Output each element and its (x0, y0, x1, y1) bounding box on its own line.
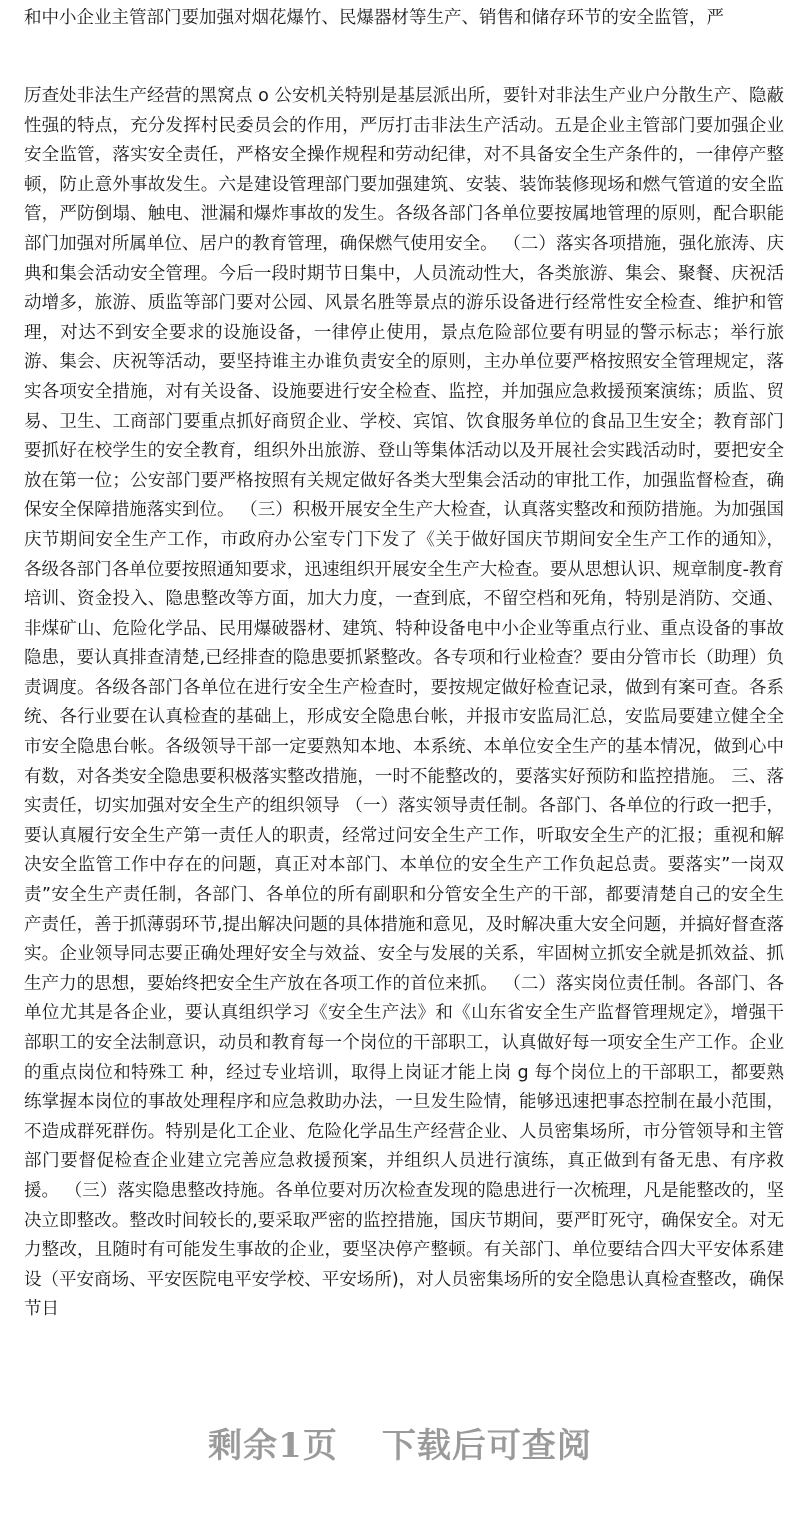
document-body-text: 厉查处非法生产经营的黑窝点 o 公安机关特别是基层派出所，要针对非法生产业户分散生产、隐蔽性强的特点，充分发挥村民委员会的作用，严厉打击非法生产活动。五是企业主管部门要加强企业安全监管，落实安全责任，严格安全操作规程和劳动纪律，对不具备安全生产条件的，一律停产整顿，防止意外事故发生。六是建设管理部门要加强建筑、安装、装饰装修现场和燃气管道的安全监管，严防倒塌、触电、泄漏和爆炸事故的发生。各级各部门各单位要按属地管理的原则，配合职能部门加强对所属单位、居户的教育管理，确保燃气使用安全。 （二）落实各项措施，强化旅涛、庆典和集会活动安全管理。今后一段时期节日集中，人员流动性大，各类旅游、集会、聚餐、庆祝活动增多，旅游、质监等部门要对公园、风景名胜等景点的游乐设备进行经常性安全检查、维护和管理，对达不到安全要求的设施设备，一律停止使用，景点危险部位要有明显的警示标志；举行旅游、集会、庆祝等活动，要坚持谁主办谁负责安全的原则，主办单位要严格按照安全管理规定，落实各项安全措施，对有关设备、设施要进行安全检查、监控，并加强应急救援预案演练；质监、贸易、卫生、工商部门要重点抓好商贸企业、学校、宾馆、饮食服务单位的食品卫生安全；教育部门要抓好在校学生的安全教育，组织外出旅游、登山等集体活动以及开展社会实践活动时，要把安全放在第一位；公安部门要严格按照有关规定做好各类大型集会活动的审批工作，加强监督检查，确保安全保障措施落实到位。 （三）积极开展安全生产大检查，认真落实整改和预防措施。为加强国庆节期间安全生产工作，市政府办公室专门下发了《关于做好国庆节期间安全生产工作的通知》，各级各部门各单位要按照通知要求，迅速组织开展安全生产大检查。要从思想认识、规章制度-教育培训、资金投入、隐患整改等方面，加大力度，一查到底，不留空档和死角，特别是消防、交通、非煤矿山、危险化学品、民用爆破器材、建筑、特种设备电中小企业等重点行业、重点设备的事故隐患，要认真排查清楚,已经排查的隐患要抓紧整改。各专项和行业检查？要由分管市长（助理）负责调度。各级各部门各单位在进行安全生产检查时，要按规定做好检查记录，做到有案可查。各系统、各行业要在认真检查的基础上，形成安全隐患台帐，并报市安监局汇总，安监局要建立健全全市安全隐患台帐。各级领导干部一定要熟知本地、本系统、本单位安全生产的基本情况，做到心中有数，对各类安全隐患要积极落实整改措施，一时不能整改的，要落实好预防和监控措施。 三、落实责任，切实加强对安全生产的组织领导 （一）落实领导责任制。各部门、各单位的行政一把手，要认真履行安全生产第一责任人的职责，经常过问安全生产工作，听取安全生产的汇报；重视和解决安全监管工作中存在的问题，真正对本部门、本单位的安全生产工作负起总责。要落实”一岗双责”安全生产责任制，各部门、各单位的所有副职和分管安全生产的干部，都要清楚自己的安全生产责任，善于抓薄弱环节,提出解决问题的具体措施和意见，及时解决重大安全问题，并搞好督查落实。企业领导同志要正确处理好安全与效益、安全与发展的关系，牢固树立抓安全就是抓效益、抓生产力的思想，要始终把安全生产放在各项工作的首位来抓。 （二）落实岗位责任制。各部门、各单位尤其是各企业，要认真组织学习《安全生产法》和《山东省安全生产监督管理规定》，增强干部职工的安全法制意识，动员和教育每一个岗位的干部职工，认真做好每一项安全生产工作。企业的重点岗位和特殊工 种，经过专业培训，取得上岗证才能上岗 g 每个岗位上的干部职工，都要熟练掌握本岗位的事故处理程序和应急救助办法，一旦发生险情，能够迅速把事态控制在最小范围，不造成群死群伤。特别是化工企业、危险化学品生产经营企业、人员密集场所，市分管领导和主管部门要督促检查企业建立完善应急救援预案，并组织人员进行演练，真正做到有备无患、有序救援。 （三）落实隐患整改持施。各单位要对历次检查发现的隐患进行一次梳理，凡是能整改的，坚决立即整改。整改时间较长的,要采取严密的监控措施，国庆节期间，要严盯死守，确保安全。对无力整改，且随时有可能发生事故的企业，要坚决停产整顿。有关部门、单位要结合四大平安体系建设（平安商场、平安医院电平安学校、平安场所)，对人员密集场所的安全隐患认真检查整改，确保节日 (24, 86, 784, 1320)
download-to-view-label[interactable]: 下载后可查阅 (381, 1426, 592, 1466)
document-top-line: 和中小企业主管部门要加强对烟花爆竹、民爆器材等生产、销售和储存环节的安全监管，严 (24, 8, 724, 28)
download-prompt[interactable] (0, 1418, 800, 1467)
remaining-pages-label: 剩余1页 (208, 1426, 338, 1466)
